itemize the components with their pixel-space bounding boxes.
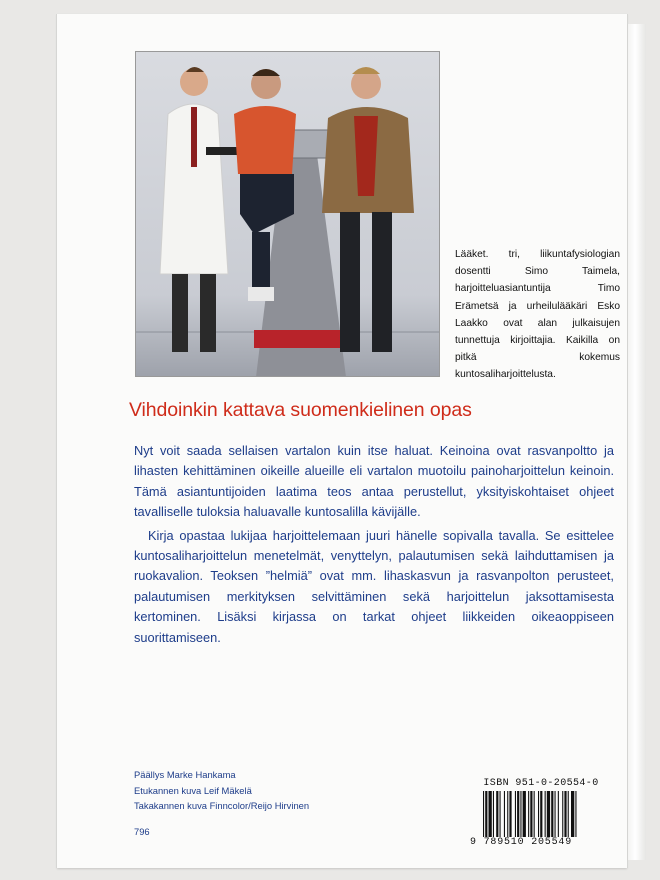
isbn-number: ISBN 951-0-20554-0 [483,778,599,789]
book-spine [627,24,646,860]
blurb [134,441,614,648]
credit-line: Takakannen kuva Finncolor/Reijo Hirvinen [134,800,310,812]
headline: Vihdoinkin kattava suomenkielinen opas [129,399,472,421]
credit-line: Päällys Marke Hankama [134,769,236,780]
price-code: 796 [134,826,150,837]
author-photo [135,51,440,377]
ean-number: 9 789510 205549 [470,837,573,848]
blurb-paragraph: Kirja opastaa lukijaa harjoittelemaan juuri hänelle sopivalla tavalla. Se esittelee kuntosaliharjoittelun menetelmät, venyttelyn, palautumisen sekä laihduttamisen ja ruokavalion. Teoksen ”helmiä” ovat mm. lihaskasvun ja rasvanpolton perusteet, palautumisen merkityksen selvittäminen sekä harjoittelun jaksottamisesta kertominen. Lisäksi kirjassa on tarkat ohjeet liikkeiden oikeaoppiseen suorittamiseen. [134,527,614,645]
barcode [481,791,615,837]
blurb-paragraph: Nyt voit saada sellaisen vartalon kuin itse haluat. Keinoina ovat rasvanpoltto ja lihasten kehittäminen oikeille alueille eli vartalon muotoilu painoharjoittelun keinoin. Tämä asiantuntijoiden laatima teos antaa perustellut, yksityiskohtaiset ohjeet tavalliselle tuloksia haluavalle kuntosalilla kävijälle. [134,443,614,520]
cover-credits [134,767,374,814]
credit-line: Etukannen kuva Leif Mäkelä [134,784,252,796]
photo-caption: Lääket. tri, liikuntafysiologian dosentti Simo Taimela, harjoitteluasiantuntija Timo Erämetsä ja urheilulääkäri Esko Laakko ovat alan julkaisujen tunnettuja kirjoittajia. Kaikilla on pitkä kokemus kuntosaliharjoittelusta. [455,249,620,381]
